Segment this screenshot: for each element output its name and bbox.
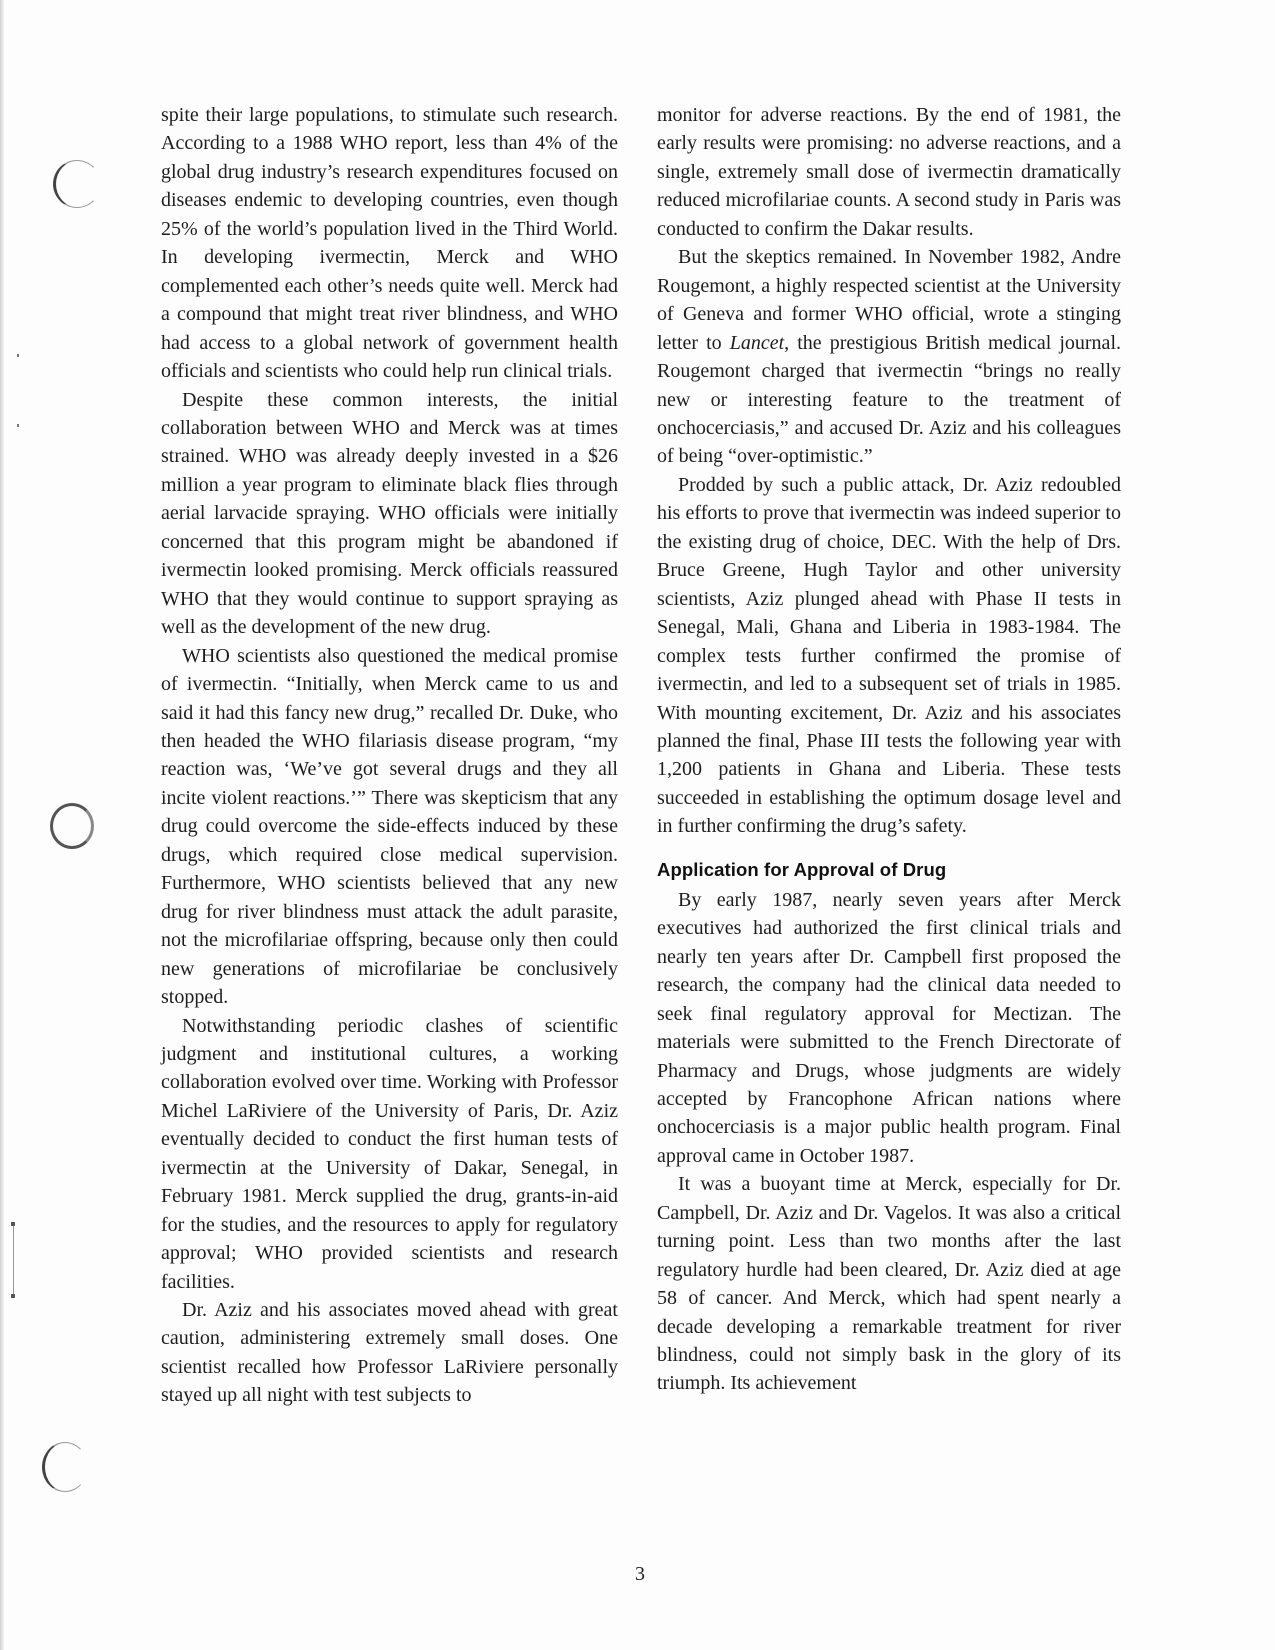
- section-heading: Application for Approval of Drug: [657, 858, 947, 880]
- margin-rule-endpoint: [11, 1222, 15, 1226]
- body-paragraph: Prodded by such a public attack, Dr. Aziz redoubled his efforts to prove that ivermectin was indeed superior to the existing drug of choice, DEC. With the help of Drs. Bruce Greene, Hugh Taylor and other university scientists, Aziz plunged ahead with Phase II tests in Senegal, Mali, Ghana and Liberia in 1983-1984. The complex tests further confirmed the promise of ivermectin, and led to a subsequent set of trials in 1985. With mounting excitement, Dr. Aziz and his associates planned the final, Phase III tests the following year with 1,200 patients in Ghana and Liberia. These tests succeeded in establishing the optimum dosage level and in further confirming the drug’s safety.: [657, 473, 1121, 838]
- body-paragraph-with-citation: [657, 243, 1121, 471]
- body-paragraph: spite their large populations, to stimulate such research. According to a 1988 WHO report, less than 4% of the global drug industry’s research expenditures focused on diseases endemic to developing countries, even though 25% of the world’s population lived in the Third World. In developing ivermectin, Merck and WHO complemented each other’s needs quite well. Merck had a compound that might treat river blindness, and WHO had access to a global network of government health officials and scientists who could help run clinical trials.: [161, 104, 618, 383]
- binder-hole-top-icon: [53, 160, 101, 208]
- body-paragraph: By early 1987, nearly seven years after Merck executives had authorized the first clinical trials and nearly ten years after Dr. Campbell first proposed the research, the company had the clinical data needed to seek final regulatory approval for Mectizan. The materials were submitted to the French Directorate of Pharmacy and Drugs, whose judgments are widely accepted by Francophone African nations where onchocerciasis is a major public health program. Final approval came in October 1987.: [657, 888, 1121, 1167]
- left-column: [161, 101, 618, 1410]
- journal-title: Lancet: [729, 331, 785, 354]
- paragraph-text: But the skeptics remained. In November 1982, Andre Rougemont, a highly respected scientist at the University of Geneva and former WHO official, wrote a stinging letter to: [657, 246, 1121, 354]
- body-paragraph: Notwithstanding periodic clashes of scientific judgment and institutional cultures, a working collaboration evolved over time. Working with Professor Michel LaRiviere of the University of Paris, Dr. Aziz eventually decided to conduct the first human tests of ivermectin at the University of Dakar, Senegal, in February 1981. Merck supplied the drug, grants-in-aid for the studies, and the resources to apply for regulatory approval; WHO provided scientists and research facilities.: [161, 1014, 618, 1293]
- margin-rule-endpoint: [11, 1294, 15, 1298]
- binder-hole-middle-icon: [50, 803, 94, 849]
- margin-rule-mark: [13, 1224, 14, 1296]
- scan-artifact-mark: [17, 354, 19, 357]
- scan-edge-shadow: [0, 0, 4, 1650]
- binder-hole-bottom-icon: [42, 1442, 88, 1492]
- body-paragraph: monitor for adverse reactions. By the end of 1981, the early results were promising: no adverse reactions, and a single, extremely small dose of ivermectin dramatically reduced microfilariae counts. A second study in Paris was conducted to confirm the Dakar results.: [657, 104, 1121, 240]
- scan-artifact-mark: [17, 424, 19, 427]
- paragraph-text: , the prestigious British medical journal. Rougemont charged that ivermectin “brings no really new or interesting feature to the treatment of onchocerciasis,” and accused Dr. Aziz and his colleagues of being “over-optimistic.”: [657, 331, 1121, 468]
- right-column: [657, 101, 1121, 1398]
- page-number: 3: [635, 1563, 645, 1585]
- body-paragraph: Despite these common interests, the initial collaboration between WHO and Merck was at times strained. WHO was already deeply invested in a $26 million a year program to eliminate black flies through aerial larvacide spraying. WHO officials were initially concerned that this program might be abandoned if ivermectin looked promising. Merck officials reassured WHO that they would continue to support spraying as well as the development of the new drug.: [161, 388, 618, 639]
- body-paragraph: It was a buoyant time at Merck, especially for Dr. Campbell, Dr. Aziz and Dr. Vagelos. It was also a critical turning point. Less than two months after the last regulatory hurdle had been cleared, Dr. Aziz died at age 58 of cancer. And Merck, which had spent nearly a decade developing a remarkable treatment for river blindness, could not simply bask in the glory of its triumph. Its achievement: [657, 1173, 1121, 1395]
- body-paragraph: WHO scientists also questioned the medical promise of ivermectin. “Initially, when Merck came to us and said it had this fancy new drug,” recalled Dr. Duke, who then headed the WHO filariasis disease program, “my reaction was, ‘We’ve got several drugs and they all incite violent reactions.’” There was skepticism that any drug could overcome the side-effects induced by these drugs, which required close medical supervision. Furthermore, WHO scientists believed that any new drug for river blindness must attack the adult parasite, not the microfilariae offspring, because only then could new generations of microfilariae be conclusively stopped.: [161, 644, 618, 1009]
- body-paragraph: Dr. Aziz and his associates moved ahead with great caution, administering extremely small doses. One scientist recalled how Professor LaRiviere personally stayed up all night with test subjects to: [161, 1299, 618, 1407]
